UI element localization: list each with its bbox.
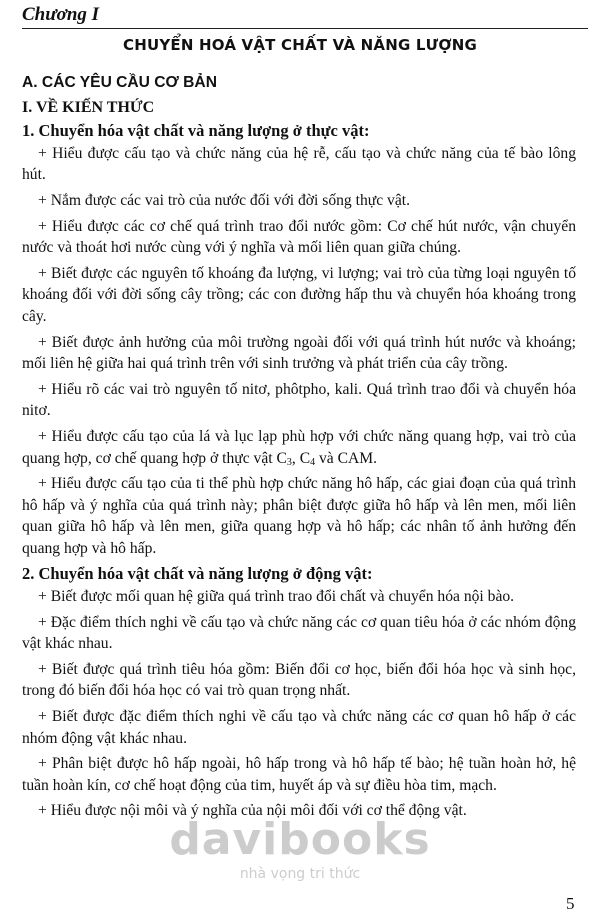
list-item: + Hiểu được nội môi và ý nghĩa của nội môi đối với cơ thể động vật. [38, 802, 467, 820]
list-item: + Biết được quá trình tiêu hóa gồm: Biến đổi cơ học, biến đổi hóa học và sinh học, trong đó biến đổi hóa học có vai trò quan trọng nhất. [22, 660, 576, 700]
list-item: + Biết được ảnh hưởng của môi trường ngoài đối với quá trình hút nước và khoáng; mối liên hệ giữa hai quá trình trên với sinh trưởng và phát triển của cây trồng. [22, 333, 576, 373]
list-item: + Đặc điểm thích nghi về cấu tạo và chức năng các cơ quan tiêu hóa ở các nhóm động vật khác nhau. [22, 613, 576, 653]
c3-subscript: 3 [286, 456, 292, 468]
main-title: CHUYỂN HOÁ VẬT CHẤT VÀ NĂNG LƯỢNG [123, 36, 477, 54]
part2-heading: 2. Chuyển hóa vật chất và năng lượng ở động vật: [22, 564, 373, 584]
content-body [22, 72, 576, 826]
list-item: + Phân biệt được hô hấp ngoài, hô hấp trong và hô hấp tế bào; hệ tuần hoàn hở, hệ tuần hoàn kín, cơ chế hoạt động của tim, huyết áp và sự điều hòa tim, mạch. [22, 755, 576, 794]
section-heading-a: A. CÁC YÊU CẦU CƠ BẢN [22, 74, 217, 91]
subsection-heading-knowledge: I. VỀ KIẾN THỨC [22, 98, 155, 116]
page-number: 5 [566, 894, 575, 913]
watermark-slogan: nhà vọng tri thức [239, 866, 361, 882]
c4-subscript: 4 [310, 456, 316, 468]
list-item: + Hiểu được cấu tạo và chức năng của hệ rễ, cấu tạo và chức năng của tế bào lông hút. [22, 144, 576, 184]
watermark-brand: davibooks [169, 814, 431, 865]
chapter-rule [22, 28, 588, 29]
list-item: + Biết được đặc điểm thích nghi về cấu tạo và chức năng các cơ quan hô hấp ở các nhóm động vật khác nhau. [22, 708, 576, 747]
photosynthesis-end: và CAM. [315, 449, 378, 467]
list-item: + Hiểu được cấu tạo của ti thể phù hợp chức năng hô hấp, các giai đoạn của quá trình hô hấp và ý nghĩa của quá trình này; phân biệt được giữa hô hấp và lên men, mối liên quan giữa hô hấp và lên men, giữa quang hợp và hô hấp; các nhân tố ảnh hưởng đến quang hợp và hô hấp. [22, 475, 576, 557]
list-item: + Biết được mối quan hệ giữa quá trình trao đổi chất và chuyển hóa nội bào. [38, 588, 515, 606]
list-item: + Nắm được các vai trò của nước đối với đời sống thực vật. [38, 191, 410, 209]
list-item: + Biết được các nguyên tố khoáng đa lượng, vi lượng; vai trò của từng loại nguyên tố khoáng đối với đời sống cây trồng; các con đường hấp thu và chuyển hóa khoáng trong cây. [22, 264, 576, 325]
part1-heading: 1. Chuyển hóa vật chất và năng lượng ở thực vật: [22, 121, 370, 141]
photosynthesis-separator: , C [291, 449, 311, 467]
photosynthesis-text: + Hiểu được cấu tạo của lá và lục lạp phù hợp với chức năng quang hợp, vai trò của quang hợp, cơ chế quang hợp ở thực vật C [22, 427, 576, 467]
watermark-logo [150, 814, 450, 882]
list-item-photosynthesis [22, 426, 576, 469]
list-item: + Hiểu được các cơ chế quá trình trao đổi nước gồm: Cơ chế hút nước, vận chuyển nước và thoát hơi nước cùng với ý nghĩa và mối liên quan giữa chúng. [22, 217, 576, 257]
list-item: + Hiểu rõ các vai trò nguyên tố nitơ, phôtpho, kali. Quá trình trao đổi và chuyển hóa nitơ. [22, 380, 576, 420]
chapter-label: Chương I [22, 4, 100, 25]
